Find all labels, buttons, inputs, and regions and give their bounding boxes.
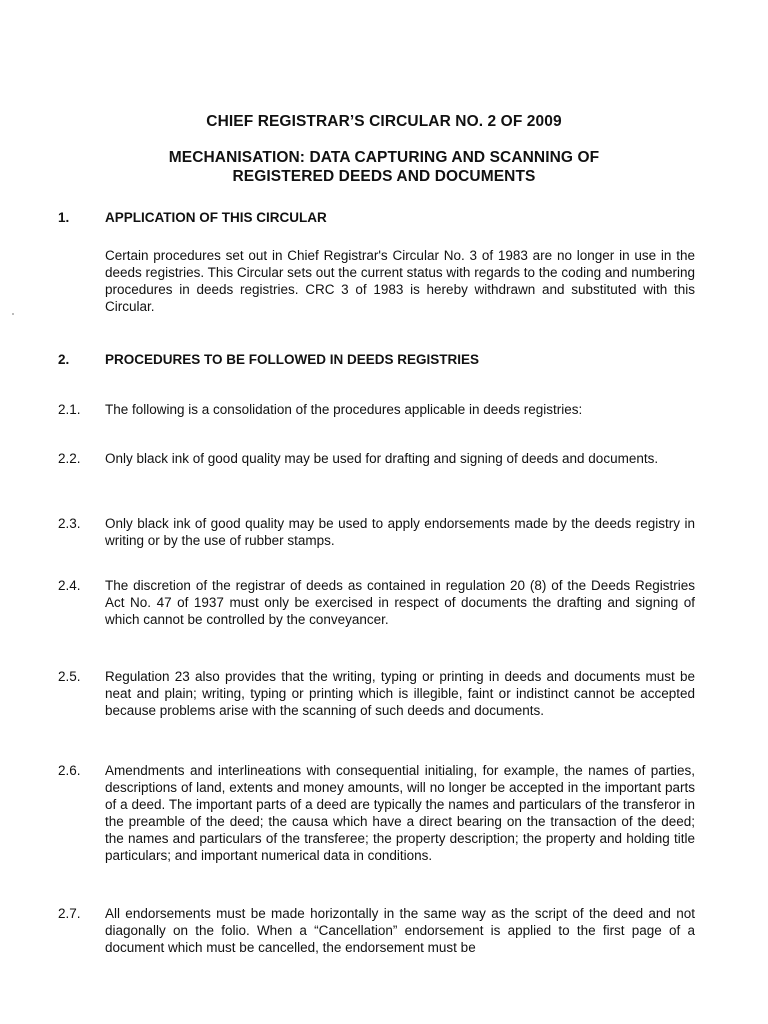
paragraph-2-7-number: 2.7. [58,906,81,921]
paragraph-2-1-text: The following is a consolidation of the procedures applicable in deeds registries: [105,402,583,417]
paragraph-2-7-text: All endorsements must be made horizontally in the same way as the script of the deed and not diagonally on the folio. When a “Cancellation” endorsement is applied to the first page of a document which must be cancelled, the endorsement must be [105,906,695,955]
paragraph-2-6-text: Amendments and interlineations with consequential initialing, for example, the names of parties, descriptions of land, extents and money amounts, will no longer be accepted in the important parts of a deed. The important parts of a deed are typically the names and particulars of the transferor in the preamble of the deed; the causa which have a direct bearing on the transaction of the deed; the names and particulars of the transferee; the property description; the property and holding title particulars; and important numerical data in conditions. [105,763,695,863]
paragraph-2-5-number: 2.5. [58,669,81,684]
paragraph-2-3-text: Only black ink of good quality may be used to apply endorsements made by the deeds registry in writing or by the use of rubber stamps. [105,516,695,548]
section-1-heading: APPLICATION OF THIS CIRCULAR [105,210,327,225]
scan-artifact-dot [12,313,14,315]
paragraph-2-3-number: 2.3. [58,516,81,531]
paragraph-2-4-text: The discretion of the registrar of deeds as contained in regulation 20 (8) of the Deeds Registries Act No. 47 of 1937 must only be exercised in respect of documents the drafting and signing of which cannot be controlled by the conveyancer. [105,578,695,627]
paragraph-2-2-number: 2.2. [58,451,81,466]
document-title: CHIEF REGISTRAR’S CIRCULAR NO. 2 OF 2009 [206,113,562,130]
paragraph-2-2-text: Only black ink of good quality may be used for drafting and signing of deeds and documents. [105,451,659,466]
document-subtitle [0,148,768,186]
section-1-number: 1. [58,210,70,225]
paragraph-2-1-number: 2.1. [58,402,81,417]
section-1-text: Certain procedures set out in Chief Registrar's Circular No. 3 of 1983 are no longer in use in the deeds registries. This Circular sets out the current status with regards to the coding and numbering procedures in deeds registries. CRC 3 of 1983 is hereby withdrawn and substituted with this Circular. [105,248,695,314]
paragraph-2-6-number: 2.6. [58,763,81,778]
section-2-heading: PROCEDURES TO BE FOLLOWED IN DEEDS REGISTRIES [105,352,480,367]
paragraph-2-5-text: Regulation 23 also provides that the writing, typing or printing in deeds and documents must be neat and plain; writing, typing or printing which is illegible, faint or indistinct cannot be accepted because problems arise with the scanning of such deeds and documents. [105,669,695,718]
section-2-number: 2. [58,352,70,367]
paragraph-2-4-number: 2.4. [58,578,81,593]
subtitle-line-1: MECHANISATION: DATA CAPTURING AND SCANNING OF [168,149,600,166]
subtitle-line-2: REGISTERED DEEDS AND DOCUMENTS [232,168,536,185]
